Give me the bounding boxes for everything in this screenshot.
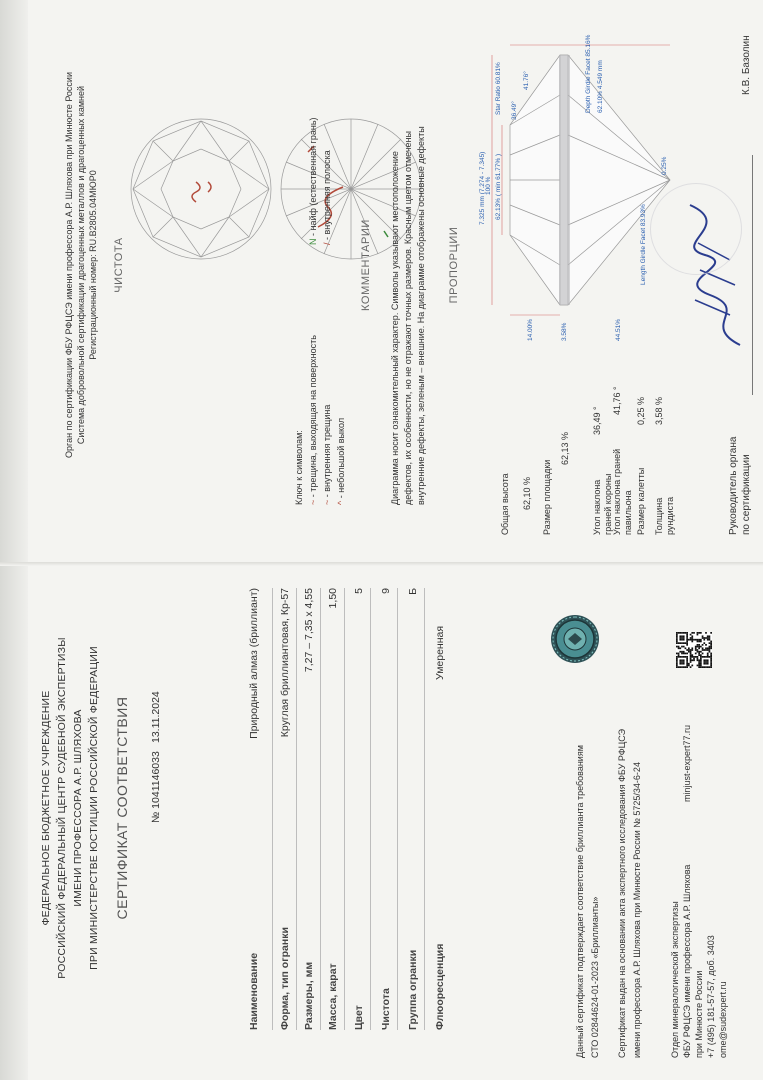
contact-line-3: при Минюсте России: [694, 970, 704, 1058]
row-value-mass: 1,50: [327, 588, 339, 609]
row-value-name: Природный алмаз (бриллиант): [248, 588, 260, 739]
statement-2-line-1: Сертификат выдан на основании акта экспертного исследования ФБУ РФЦСЭ: [617, 728, 627, 1058]
prop-girdle-value: 3,58 %: [654, 396, 664, 425]
diag-star: Star Ratio 60.81%: [495, 62, 502, 115]
row-value-cut-group: Б: [407, 588, 419, 595]
prop-table-value: 62,13 %: [560, 431, 570, 465]
reverse-panel: [0, 5, 763, 545]
key-internal-crack: ~ - внутренняя трещина: [322, 404, 332, 505]
key-crack-surface: ~ - трещина, выходящая на поверхность: [308, 335, 318, 505]
row-value-color: 5: [353, 588, 365, 594]
comments-line-2: дефектов, их особенности, но не отражают точных размеров. Красным цветом отмечены: [403, 131, 413, 505]
prop-total-depth-label: Общая высота: [500, 473, 510, 535]
prop-total-depth-value: 62,10 %: [522, 476, 532, 510]
row-label-clarity: Чистота: [380, 988, 392, 1030]
qr-code[interactable]: [676, 632, 712, 668]
institution-line-1: ФЕДЕРАЛЬНОЕ БЮДЖЕТНОЕ УЧРЕЖДЕНИЕ: [40, 690, 52, 926]
signature-role-2: по сертификации: [741, 454, 752, 535]
signer-name: К.В. Базолин: [741, 35, 752, 95]
certificate-number: № 1041146033: [150, 751, 162, 823]
row-label-color: Цвет: [353, 1005, 365, 1030]
prop-culet-value: 0,25 %: [636, 396, 646, 425]
clarity-diagram-crown: [128, 116, 274, 262]
stamp-imprint: [650, 183, 742, 275]
diag-pavilion-angle: 41.76°: [523, 71, 530, 90]
row-label-cut-group: Группа огранки: [407, 949, 419, 1030]
website-link[interactable]: minjust-expert77.ru: [682, 724, 692, 802]
diag-crown-angle: 36.49°: [511, 101, 518, 120]
row-value-dimensions: 7,27 – 7,35 х 4,55: [303, 588, 315, 673]
comments-line-3: внутренние дефекты, зеленым – внешние. На диаграмме отображены основные дефекты: [416, 126, 426, 505]
row-label-mass: Масса, карат: [327, 963, 339, 1030]
prop-girdle-label: Толщина рундиста: [654, 496, 675, 535]
row-label-name: Наименование: [248, 952, 260, 1030]
contact-line-2: ФБУ РФЦСЭ имени профессора А.Р. Шляхова: [682, 864, 692, 1058]
statement-1-line-2: СТО 02844624-01-2023 «Бриллианты»: [590, 896, 600, 1058]
certificate-title: СЕРТИФИКАТ СООТВЕТСТВИЯ: [114, 696, 130, 920]
organ-line-1: Орган по сертификации ФБУ РФЦСЭ имени профессора А.Р. Шляхова при Минюсте России: [64, 72, 74, 458]
prop-pavilion-angle-label: Угол наклона граней павильона: [612, 448, 633, 535]
institution-line-4: ПРИ МИНИСТЕРСТВЕ ЮСТИЦИИ РОССИЙСКОЙ ФЕДЕРАЦИИ: [88, 646, 100, 970]
diag-pavilion-height: 44.51%: [615, 318, 622, 341]
diag-table: 62.13% ( min 61.77% ): [495, 153, 502, 220]
statement-2-line-2: имени профессора А.Р. Шляхова при Минюсте России № 5725/34-6-24: [632, 762, 642, 1058]
comments-line-1: Диаграмма носит ознакомительный характер. Символы указывают местоположение: [390, 151, 400, 505]
proportions-title: ПРОПОРЦИИ: [448, 226, 460, 304]
key-chip: ^ - небольшой выкол: [336, 417, 346, 505]
institution-line-2: РОССИЙСКИЙ ФЕДЕРАЛЬНЫЙ ЦЕНТР СУДЕБНОЙ ЭКСПЕРТИЗЫ: [56, 637, 68, 979]
signature-role-1: Руководитель органа: [728, 436, 739, 535]
diag-percent: 100 %: [485, 176, 492, 195]
prop-crown-angle-value: 36,49 °: [592, 406, 602, 435]
key-natural: N - найф (естественная грань): [308, 117, 318, 245]
diag-diameter: 7.325 mm (7.274 - 7.345): [479, 151, 486, 225]
diag-depth-right: 62.10% 4.549 mm: [597, 60, 604, 113]
diag-length: Length Girdle Facet 83.93%: [640, 204, 647, 285]
key-internal-strip: / - внутренняя полоска: [322, 150, 332, 245]
key-title: Ключ к символам:: [294, 430, 304, 505]
organ-line-2: Система добровольной сертификации драгоценных металлов и драгоценных камней: [76, 85, 86, 445]
contact-email[interactable]: ome@sudexpert.ru: [718, 981, 728, 1058]
certificate-date: 13.11.2024: [150, 691, 162, 743]
row-value-shape: Круглая бриллиантовая, Кр-57: [279, 588, 291, 738]
organ-line-3: Регистрационный номер: RU.B2805.04МЮР0: [88, 170, 98, 360]
statement-1-line-1: Данный сертификат подтверждает соответствие бриллианта требованиям: [575, 745, 585, 1058]
hologram-seal: [550, 614, 600, 664]
row-label-fluorescence: Флюоресценция: [434, 943, 446, 1030]
row-value-fluorescence: Умеренная: [434, 625, 446, 680]
diag-depth: Depth Girdle Facet 85.16%: [585, 34, 592, 113]
row-label-shape: Форма, тип огранки: [279, 927, 291, 1030]
contact-line-4: +7 (495) 181-57-57, доб. 3403: [706, 935, 716, 1058]
diag-culet: 0.25%: [661, 156, 668, 175]
contact-line-1: Отдел минералогической экспертизы: [670, 901, 680, 1058]
prop-culet-label: Размер калетты: [636, 467, 646, 535]
prop-pavilion-angle-value: 41,76 °: [612, 386, 622, 415]
prop-crown-angle-label: Угол наклона граней короны: [592, 473, 613, 535]
clarity-title: ЧИСТОТА: [113, 237, 125, 293]
proportions-profile-diagram: [470, 15, 680, 345]
institution-line-3: ИМЕНИ ПРОФЕССОРА А.Р. ШЛЯХОВА: [72, 709, 84, 907]
diag-crown-height: 14.00%: [527, 318, 534, 341]
comments-title: КОММЕНТАРИИ: [360, 219, 372, 311]
front-panel: [0, 548, 763, 1068]
row-value-clarity: 9: [380, 588, 392, 594]
row-label-dimensions: Размеры, мм: [303, 961, 315, 1030]
prop-table-label: Размер площадки: [542, 459, 552, 535]
diag-girdle: 3.58%: [561, 322, 568, 341]
